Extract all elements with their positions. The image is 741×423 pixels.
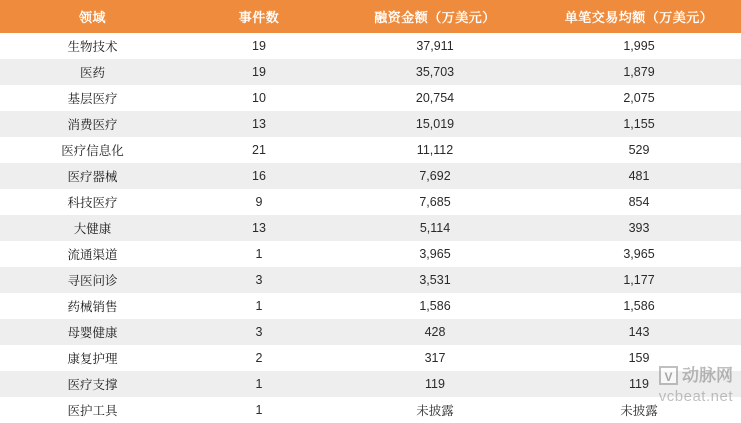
cell-field: 母婴健康 — [0, 319, 185, 345]
cell-average: 529 — [537, 137, 741, 163]
cell-average: 854 — [537, 189, 741, 215]
cell-average: 3,965 — [537, 241, 741, 267]
table-body — [0, 33, 741, 423]
cell-amount: 20,754 — [333, 85, 537, 111]
column-header-average: 单笔交易均额（万美元） — [537, 0, 741, 33]
cell-amount: 3,531 — [333, 267, 537, 293]
cell-amount: 3,965 — [333, 241, 537, 267]
cell-events: 1 — [185, 397, 333, 423]
watermark-url: vcbeat.net — [658, 388, 733, 405]
cell-average: 1,879 — [537, 59, 741, 85]
cell-events: 2 — [185, 345, 333, 371]
cell-average: 1,586 — [537, 293, 741, 319]
cell-field: 医疗支撑 — [0, 371, 185, 397]
cell-field: 流通渠道 — [0, 241, 185, 267]
cell-events: 1 — [185, 293, 333, 319]
cell-events: 3 — [185, 267, 333, 293]
column-header-field: 领域 — [0, 0, 185, 33]
table-row — [0, 371, 741, 397]
table-row — [0, 163, 741, 189]
cell-events: 13 — [185, 111, 333, 137]
cell-events: 1 — [185, 371, 333, 397]
cell-field: 大健康 — [0, 215, 185, 241]
cell-amount: 37,911 — [333, 33, 537, 59]
cell-average: 393 — [537, 215, 741, 241]
table-row — [0, 85, 741, 111]
cell-average: 1,995 — [537, 33, 741, 59]
cell-amount: 5,114 — [333, 215, 537, 241]
cell-amount: 317 — [333, 345, 537, 371]
watermark-brand-name: 动脉网 — [682, 365, 733, 385]
column-header-amount: 融资金额（万美元） — [333, 0, 537, 33]
cell-amount: 428 — [333, 319, 537, 345]
table-row — [0, 111, 741, 137]
cell-events: 1 — [185, 241, 333, 267]
cell-average: 119 — [537, 371, 741, 397]
cell-field: 医药 — [0, 59, 185, 85]
table-row — [0, 267, 741, 293]
cell-amount: 7,692 — [333, 163, 537, 189]
table-row — [0, 241, 741, 267]
cell-amount: 7,685 — [333, 189, 537, 215]
cell-field: 科技医疗 — [0, 189, 185, 215]
cell-field: 药械销售 — [0, 293, 185, 319]
table-row — [0, 345, 741, 371]
cell-field: 消费医疗 — [0, 111, 185, 137]
cell-field: 医护工具 — [0, 397, 185, 423]
table-row — [0, 215, 741, 241]
table-header — [0, 0, 741, 33]
cell-amount: 未披露 — [333, 397, 537, 423]
cell-field: 医疗信息化 — [0, 137, 185, 163]
cell-events: 10 — [185, 85, 333, 111]
cell-events: 16 — [185, 163, 333, 189]
cell-amount: 1,586 — [333, 293, 537, 319]
cell-amount: 15,019 — [333, 111, 537, 137]
cell-average: 1,177 — [537, 267, 741, 293]
cell-average: 159 — [537, 345, 741, 371]
cell-amount: 119 — [333, 371, 537, 397]
watermark-logo-icon: V — [659, 366, 678, 385]
cell-average: 未披露 — [537, 397, 741, 423]
cell-events: 3 — [185, 319, 333, 345]
cell-amount: 11,112 — [333, 137, 537, 163]
table-row — [0, 33, 741, 59]
table-row — [0, 293, 741, 319]
cell-amount: 35,703 — [333, 59, 537, 85]
cell-events: 13 — [185, 215, 333, 241]
cell-average: 2,075 — [537, 85, 741, 111]
cell-events: 9 — [185, 189, 333, 215]
cell-field: 基层医疗 — [0, 85, 185, 111]
table-row — [0, 189, 741, 215]
table-row — [0, 397, 741, 423]
column-header-events: 事件数 — [185, 0, 333, 33]
cell-average: 481 — [537, 163, 741, 189]
table-row — [0, 319, 741, 345]
cell-field: 康复护理 — [0, 345, 185, 371]
cell-events: 19 — [185, 33, 333, 59]
cell-average: 1,155 — [537, 111, 741, 137]
cell-field: 寻医问诊 — [0, 267, 185, 293]
cell-events: 19 — [185, 59, 333, 85]
cell-field: 生物技术 — [0, 33, 185, 59]
table-row — [0, 137, 741, 163]
cell-field: 医疗器械 — [0, 163, 185, 189]
cell-events: 21 — [185, 137, 333, 163]
cell-average: 143 — [537, 319, 741, 345]
table-header-row — [0, 0, 741, 33]
table-row — [0, 59, 741, 85]
